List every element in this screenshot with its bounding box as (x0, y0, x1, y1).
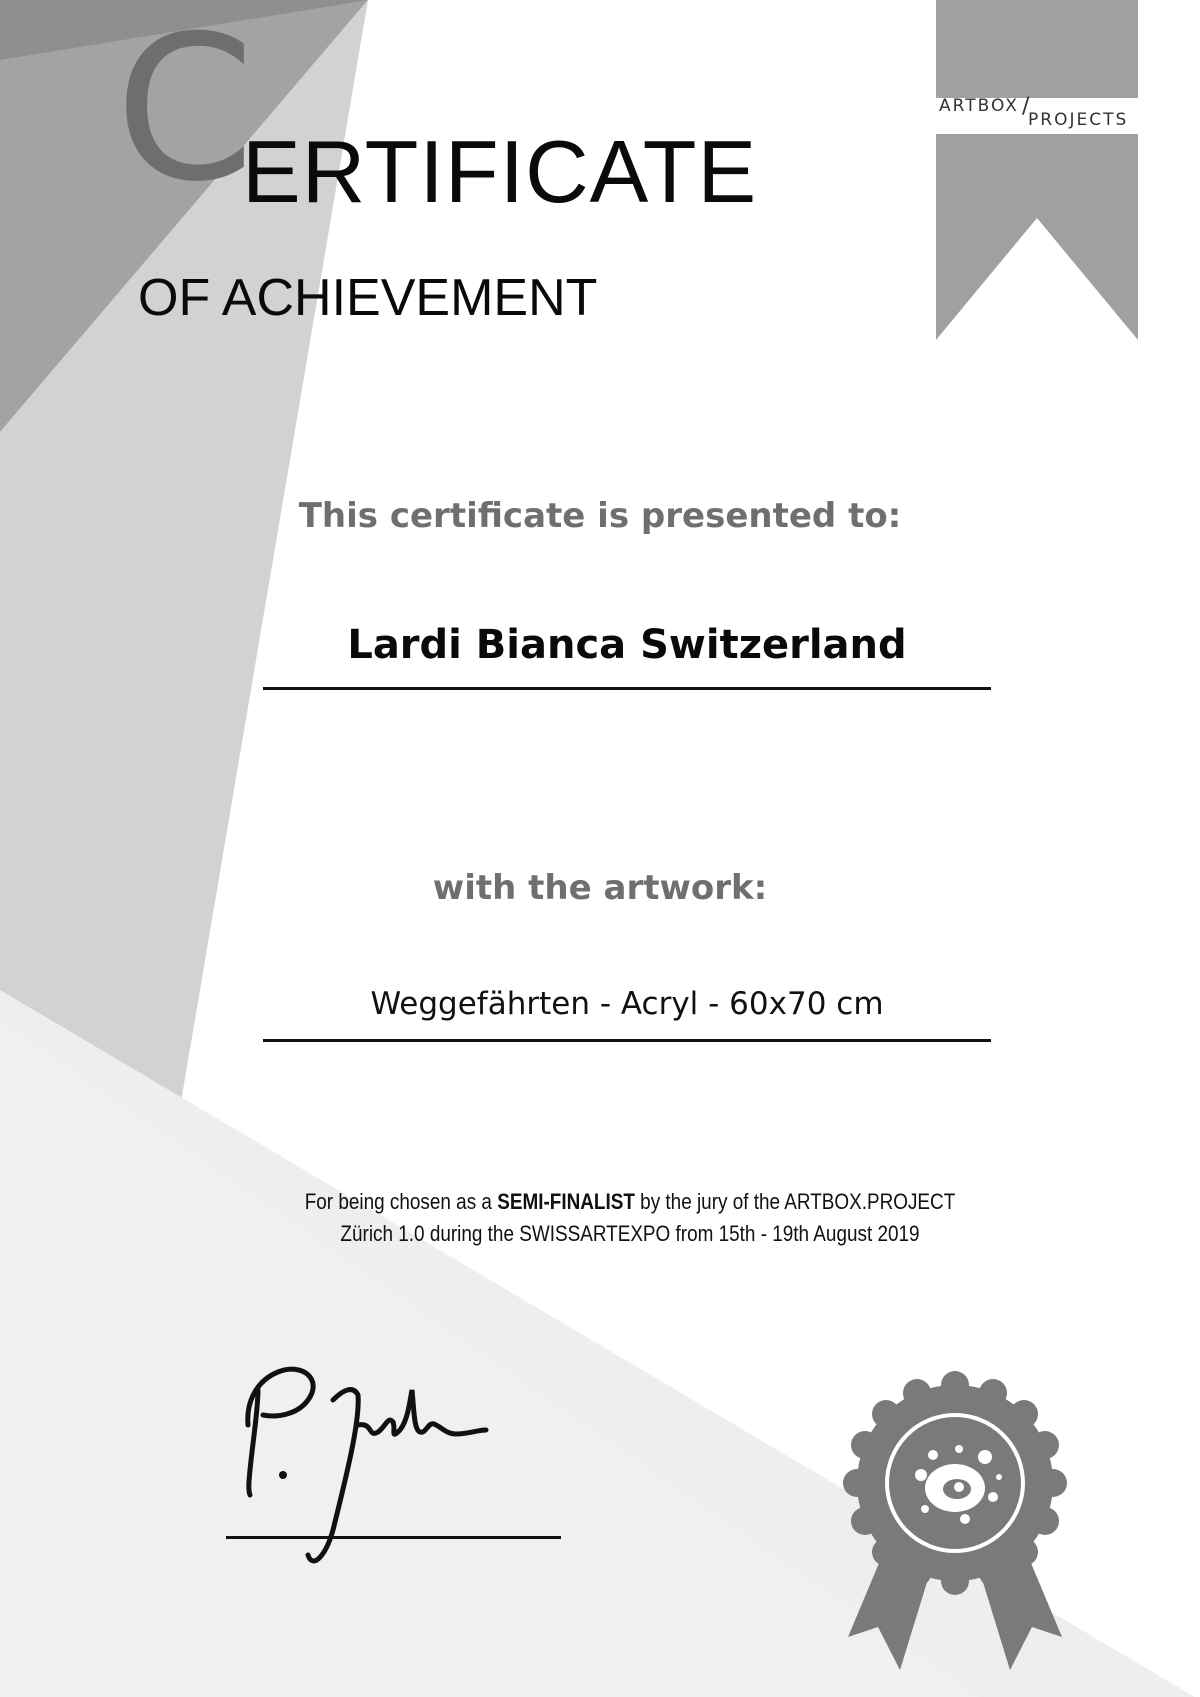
artwork-label: with the artwork: (432, 868, 768, 908)
seal-rosette (843, 1371, 1067, 1595)
reason-line2: Zürich 1.0 during the SWISSARTEXPO from 15th - 19th August 2019 (340, 1221, 920, 1246)
signature-label: P. Jenk (228, 1330, 232, 1331)
signature-line (226, 1536, 561, 1539)
title-rest: ERTIFICATE (242, 122, 758, 221)
bookmark-ribbon (936, 0, 1138, 340)
title-initial: C (115, 0, 251, 226)
reason-text (303, 1186, 957, 1250)
recipient-underline (263, 687, 991, 690)
presented-label: This certificate is presented to: (298, 496, 902, 536)
signature (228, 1330, 528, 1580)
artwork-title: Weggefährten - Acryl - 60x70 cm (370, 986, 884, 1022)
logo-separator: / (1022, 94, 1030, 119)
logo-text-projects: PROJECTS (1028, 110, 1129, 130)
artwork-underline (263, 1039, 991, 1042)
certificate-title (115, 0, 815, 230)
award-seal (840, 1365, 1070, 1685)
logo-text-artbox: ARTBOX (939, 96, 1019, 116)
reason-suffix: by the jury of the ARTBOX.PROJECT (640, 1189, 956, 1214)
reason-prefix: For being chosen as a (304, 1189, 492, 1214)
certificate-subtitle: OF ACHIEVEMENT (138, 269, 598, 327)
recipient-name: Lardi Bianca Switzerland (347, 622, 907, 668)
reason-highlight: SEMI-FINALIST (497, 1189, 635, 1214)
